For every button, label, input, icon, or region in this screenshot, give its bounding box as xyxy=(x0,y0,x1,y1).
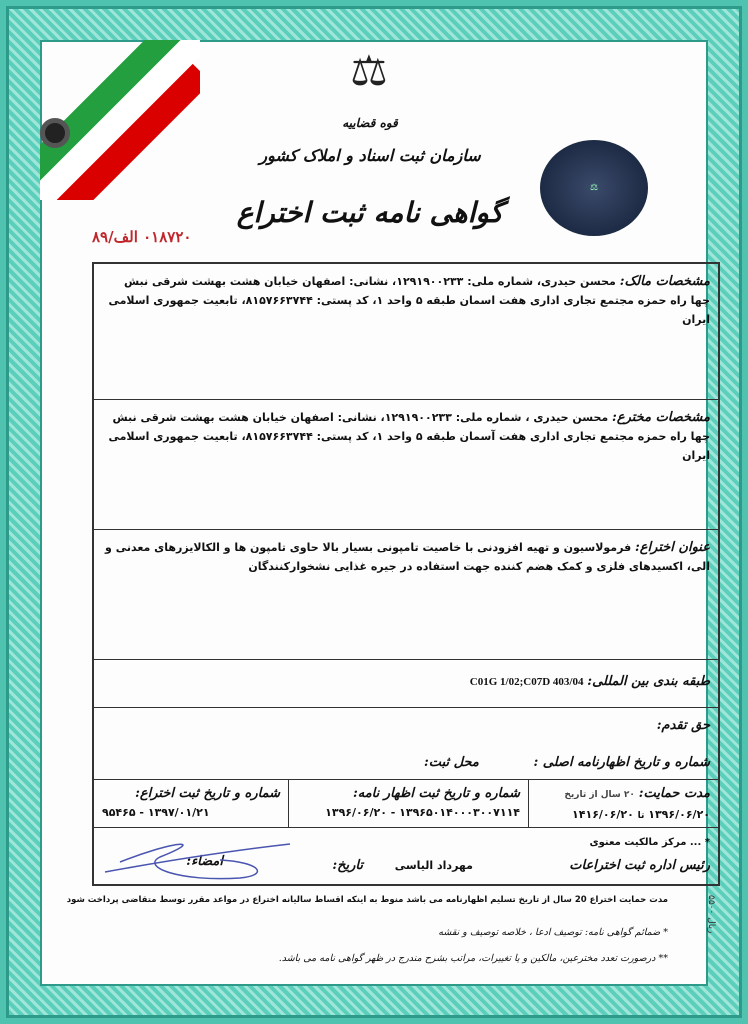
title-row xyxy=(94,530,718,660)
application-date: ۱۳۹۶/۰۶/۲۰ xyxy=(325,806,387,819)
classification-value: C01G 1/02;C07D 403/04 xyxy=(469,676,584,688)
registration-label: شماره و تاریخ ثبت اختراع: xyxy=(135,786,280,801)
hologram-seal: ⚖ xyxy=(540,140,648,236)
signatory-name: مهرداد الیاسی xyxy=(394,859,473,872)
inventor-row xyxy=(94,400,718,530)
attachments-note: * ضمائم گواهی نامه: توصیف ادعا ، خلاصه توصیف و نقشه xyxy=(438,927,668,938)
priority-label: حق تقدم: xyxy=(656,718,710,733)
registration-cell xyxy=(94,780,288,827)
protection-to-prefix: تا xyxy=(637,811,645,821)
application-label: شماره و تاریخ ثبت اظهار نامه: xyxy=(352,786,520,801)
original-application-label: شماره و تاریخ اظهارنامه اصلی : xyxy=(533,755,710,770)
judiciary-label: قوه قضاییه xyxy=(342,116,398,130)
sign-label: امضاء: xyxy=(186,854,223,869)
owner-row xyxy=(94,264,718,400)
date-label: تاریخ: xyxy=(332,858,363,873)
serial-number: ۰۱۸۷۲۰ الف/۸۹ xyxy=(92,228,192,246)
title-label: عنوان اختراع: xyxy=(635,540,710,555)
classification-row xyxy=(94,660,718,708)
certificate-title: گواهی نامه ثبت اختراع xyxy=(236,196,504,229)
place-label: محل ثبت: xyxy=(424,755,479,770)
punch-hole xyxy=(40,118,70,148)
classification-label: طبقه بندی بین المللی: xyxy=(587,674,710,689)
inventor-label: مشخصات مخترع: xyxy=(612,410,710,425)
fee-stamp: ریال ۵۵۰۰ xyxy=(706,895,716,934)
title-text: فرمولاسیون و تهیه افزودنی با خاصیت تامپونی بسیار بالا حاوی تامپون ها و الکالایزرهای معدنی و الی، اکسیدهای فلزی و کمک هضم کننده جهت استفاده در جیره غذایی نشخوارکنندگان xyxy=(105,541,710,573)
application-number: ۱۳۹۶۵۰۱۴۰۰۰۳۰۰۷۱۱۴ xyxy=(399,806,520,819)
dates-row xyxy=(94,780,718,828)
protection-to: ۱۴۱۶/۰۶/۲۰ xyxy=(572,808,634,821)
protection-cell xyxy=(528,780,718,827)
registration-value: ۱۳۹۷/۰۱/۲۱ - ۹۵۴۶۵ xyxy=(102,806,210,819)
protection-years: ۲۰ سال از تاریخ xyxy=(564,790,635,800)
inventor-text: محسن حیدری ، شماره ملی: ۱۲۹۱۹۰۰۲۳۳، نشانی: اصفهان خیابان هشت بهشت شرقی نبش چها راه حمزه مجتمع تجاری اداری هفت آسمان طبقه ۵ واحد ۱، کد پستی: ۸۱۵۷۶۶۳۷۴۴، تابعیت جمهوری اسلامی ایران xyxy=(108,411,710,462)
organization-name: سازمان ثبت اسناد و املاک کشور xyxy=(259,146,481,165)
protection-label: مدت حمایت: xyxy=(638,786,710,801)
application-cell: شماره و تاریخ ثبت اظهار نامه: ۱۳۹۶۵۰۱۴۰۰۰۳۰۰۷۱۱۴ - ۱۳۹۶/۰۶/۲۰ xyxy=(288,780,528,827)
signatory-title: رئیس اداره ثبت اختراعات xyxy=(569,858,710,873)
owner-text: محسن حیدری، شماره ملی: ۱۲۹۱۹۰۰۲۳۳، نشانی: اصفهان خیابان هشت بهشت شرقی نبش چها راه حمزه مجتمع تجاری اداری هفت اسمان طبقه ۵ واحد ۱، کد پستی: ۸۱۵۷۶۶۳۷۴۴، تابعیت جمهوری اسلامی ایران xyxy=(108,275,710,326)
multiple-inventors-note: ** درصورت تعدد مخترعین، مالکین و یا تغییرات، مراتب بشرح مندرج در ظهر گواهی نامه می باشد. xyxy=(278,953,668,964)
judiciary-emblem-icon: ⚖ xyxy=(350,46,388,95)
protection-note: مدت حمایت اختراع 20 سال از تاریخ تسلیم اظهارنامه می باشد منوط به اینکه اقساط سالیانه اختراع در مواعد مقرر توسط متقاضی پرداخت شود xyxy=(66,895,668,905)
protection-from: ۱۳۹۶/۰۶/۲۰ xyxy=(648,808,710,821)
certificate-table xyxy=(92,262,720,886)
owner-label: مشخصات مالک: xyxy=(619,274,710,289)
office-line: * ... مرکز مالکیت معنوی xyxy=(589,837,710,848)
handwritten-signature xyxy=(100,834,300,884)
priority-row xyxy=(94,708,718,780)
